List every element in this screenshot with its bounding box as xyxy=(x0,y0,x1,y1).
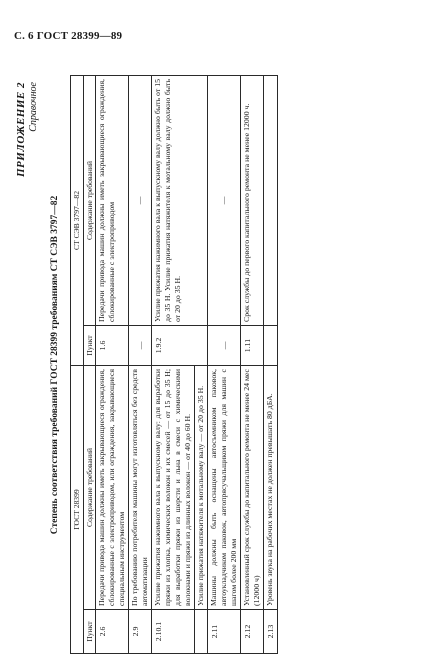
table-row xyxy=(241,76,264,654)
table-row xyxy=(208,76,241,654)
st-sev-item-number: 1.9.2 xyxy=(152,326,208,366)
gost-requirement-text: Машины должны быть оснащены автосъемником паковок, автоукладчиком паковок, автопрясучальщиком пряжи для машин с шагом более 200 мм xyxy=(208,366,241,610)
table-row xyxy=(263,76,277,654)
requirements-table xyxy=(70,75,278,654)
gost-requirement-text: Передачи привода машин должны иметь закрывающиеся ограждения, сблокированные с электроприводом, или ограждения, закрывающиеся специальным инструментом xyxy=(96,366,129,610)
st-sev-item-number: 1.11 xyxy=(241,326,264,366)
gost-item-number: 2.10.1 xyxy=(152,610,195,654)
st-sev-requirement-text: Срок службы до первого капитального ремонта не менее 12000 ч. xyxy=(241,76,264,326)
st-sev-item-number: — xyxy=(129,326,152,366)
table-row xyxy=(129,76,152,654)
content-area xyxy=(12,76,412,654)
gost-requirement-text: Установленный срок службы до капитального ремонта не менее 24 мес (12000 ч) xyxy=(241,366,264,610)
st-sev-requirement-text: Усилие прижатия нажимного вала к выпускному валу должно быть от 15 до 35 Н. Усилие прижатия натяжителя к мотальному валу должно быть от 20 до 35 Н. xyxy=(152,76,208,326)
page-header: С. 6 ГОСТ 28399—89 xyxy=(14,30,123,42)
gost-requirement-text: Уровень звука на рабочих местах не должен превышать 80 дБА. xyxy=(263,366,277,610)
table-group-header-row xyxy=(71,76,84,654)
table-column-header-row xyxy=(83,76,96,654)
table-row xyxy=(96,76,129,654)
gost-item-number: 2.6 xyxy=(96,610,129,654)
gost-requirement-text: Усилие прижатия нажимного вала к выпускному валу: для выработки пряжи из хлопка, химических волокон и их смесей — от 15 до 35 Н; для выработки пряжи из шерсти и льна в смеси с химическими волокнами и пряжи из длинных волокон — от 40 до 60 Н. xyxy=(152,366,195,610)
gost-item-number: 2.13 xyxy=(263,610,277,654)
appendix-title: ПРИЛОЖЕНИЕ 2 xyxy=(15,82,27,178)
st-sev-item-number: — xyxy=(208,326,241,366)
column-header-content-right: Содержание требований xyxy=(83,76,96,326)
rotated-page-content xyxy=(0,64,424,664)
column-header-content-left: Содержание требований xyxy=(83,366,96,610)
table-caption: Степень соответствия требований ГОСТ 28399 требованиям СТ СЭВ 3797—82 xyxy=(50,195,60,535)
gost-item-number: 2.12 xyxy=(241,610,264,654)
st-sev-item-number xyxy=(263,326,277,366)
group-header-st-sev: СТ СЭВ 3797—82 xyxy=(71,76,84,366)
st-sev-item-number: 1.6 xyxy=(96,326,129,366)
column-header-item-left: Пункт xyxy=(83,610,96,654)
gost-item-number: 2.11 xyxy=(208,610,241,654)
gost-item-number xyxy=(195,610,208,654)
st-sev-requirement-text: — xyxy=(129,76,152,326)
gost-item-number: 2.9 xyxy=(129,610,152,654)
column-header-item-right: Пункт xyxy=(83,326,96,366)
gost-requirement-text: По требованию потребителя машины могут изготовляться без средств автоматизации xyxy=(129,366,152,610)
st-sev-requirement-text: Передачи привода машин должны иметь закрывающиеся ограждения, сблокированные с электроприводом xyxy=(96,76,129,326)
appendix-heading xyxy=(15,82,39,177)
group-header-gost: ГОСТ 28399 xyxy=(71,366,84,654)
table-row xyxy=(152,76,195,654)
st-sev-requirement-text: — xyxy=(208,76,241,326)
appendix-subtitle: Справочное xyxy=(28,82,39,132)
gost-requirement-text: Усилие прижатия натяжителя к мотальному валу — от 20 до 35 Н. xyxy=(195,366,208,610)
st-sev-requirement-text xyxy=(263,76,277,326)
